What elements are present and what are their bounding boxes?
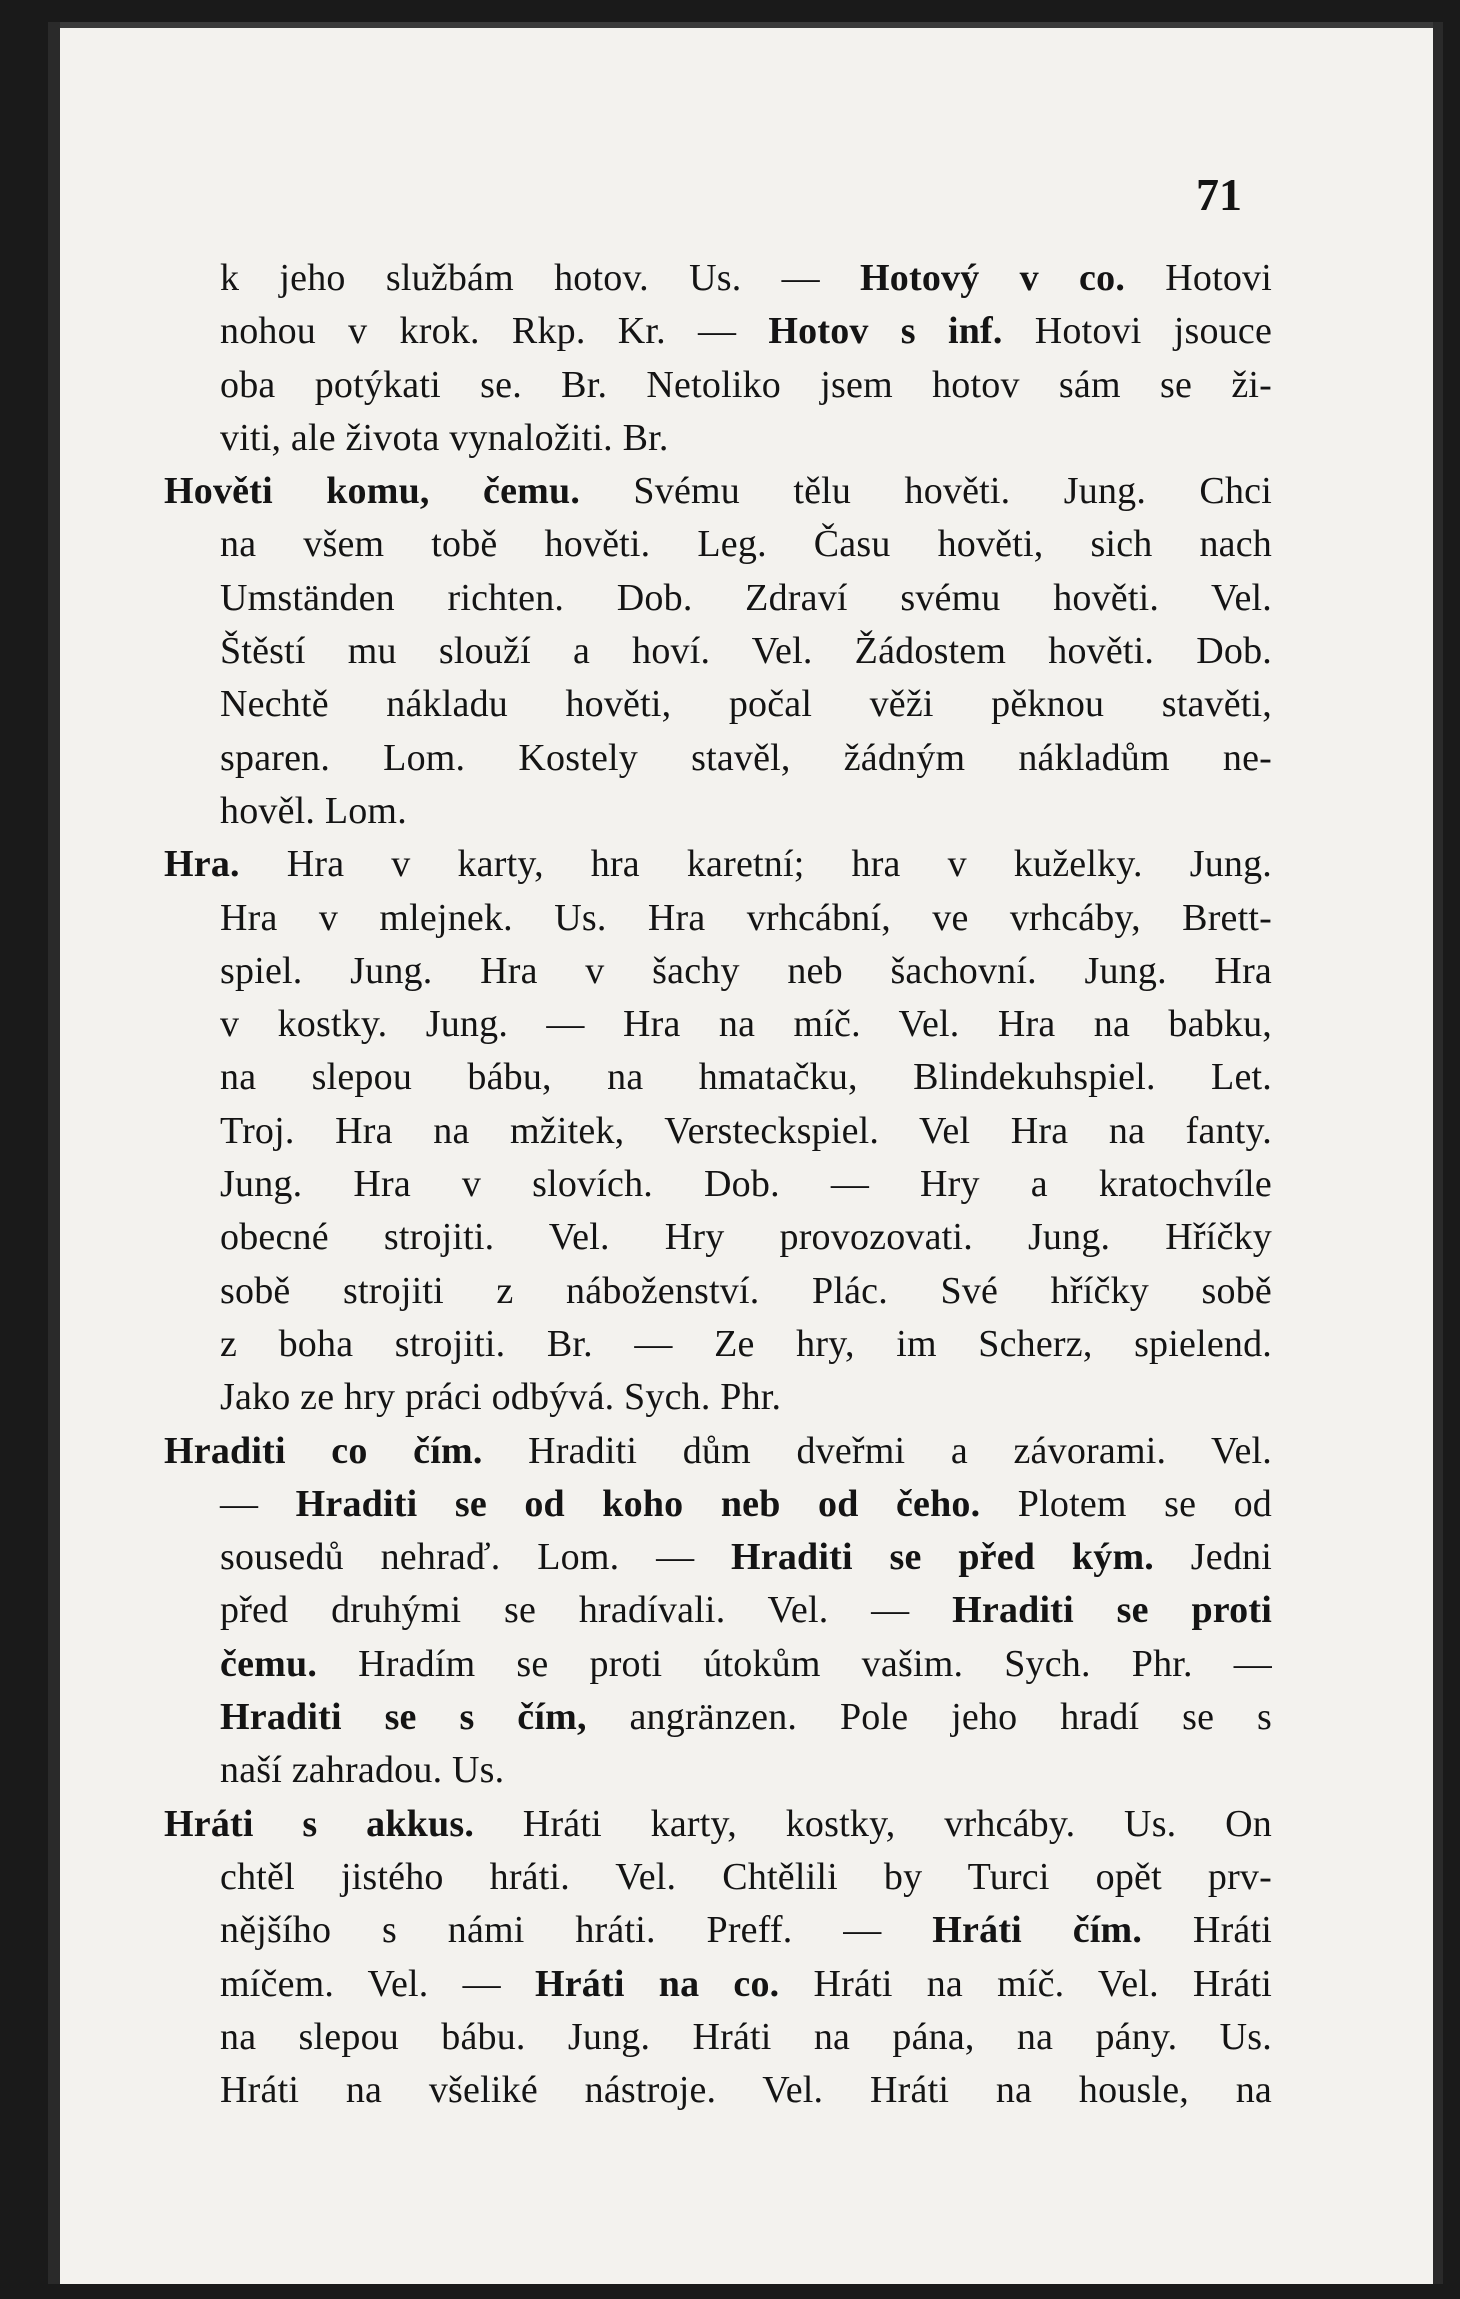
text-line xyxy=(164,1904,1272,1957)
page-edge-left xyxy=(48,22,60,2284)
text-run: Hra v karty, hra karetní; hra v kuželky. Jung. xyxy=(239,843,1272,886)
text-run: k jeho službám hotov. Us. — xyxy=(220,257,861,299)
text-line xyxy=(164,1531,1272,1584)
text-run: naší zahradou. Us. xyxy=(220,1749,505,1792)
headword: Hráti s akkus. xyxy=(164,1802,475,1845)
headword: Hraditi co čím. xyxy=(164,1429,483,1472)
text-line xyxy=(164,625,1272,678)
text-line xyxy=(164,945,1272,998)
headword: Hotov s inf. xyxy=(768,310,1003,353)
headword: Hra. xyxy=(164,843,240,886)
text-line xyxy=(164,1584,1272,1637)
text-line xyxy=(164,1425,1272,1478)
text-line xyxy=(164,1691,1272,1744)
text-run: hověl. Lom. xyxy=(220,789,407,832)
text-line xyxy=(164,1851,1272,1904)
text-line xyxy=(164,1211,1272,1264)
text-run: Hradím se proti útokům vašim. Sych. Phr. — xyxy=(317,1642,1272,1685)
text-line xyxy=(164,1318,1272,1371)
text-line xyxy=(164,785,1272,838)
text-run: Hráti xyxy=(1142,1909,1273,1952)
text-run: Hraditi dům dveřmi a závorami. Vel. xyxy=(482,1429,1273,1472)
headword: Hraditi se s čím, xyxy=(220,1696,587,1739)
text-line xyxy=(164,2011,1272,2064)
text-line xyxy=(164,678,1272,731)
headword: Hraditi se proti xyxy=(952,1589,1272,1632)
text-line xyxy=(164,252,1272,305)
text-run: angränzen. Pole jeho hradí se s xyxy=(586,1696,1272,1739)
text-line xyxy=(164,305,1272,358)
text-run: spiel. Jung. Hra v šachy neb šachovní. Jung. Hra xyxy=(220,949,1272,992)
text-line xyxy=(164,359,1272,412)
text-run: obecné strojiti. Vel. Hry provozovati. Jung. Hříčky xyxy=(220,1216,1272,1259)
text-line xyxy=(164,2064,1272,2117)
headword: Hraditi se před kým. xyxy=(731,1536,1154,1579)
text-run: nějšího s námi hráti. Preff. — xyxy=(220,1909,933,1952)
headword: Hraditi se od koho neb od čeho. xyxy=(295,1482,981,1525)
text-run: na všem tobě hověti. Leg. Času hověti, sich nach xyxy=(220,523,1272,566)
headword: čemu. xyxy=(220,1642,318,1685)
text-run: před druhými se hradívali. Vel. — xyxy=(220,1589,953,1632)
page-edge-top xyxy=(48,22,1443,28)
headword: Hotový v co. xyxy=(860,257,1126,299)
text-line xyxy=(164,572,1272,625)
text-run: z boha strojiti. Br. — Ze hry, im Scherz, spielend. xyxy=(220,1322,1272,1365)
text-line xyxy=(164,1105,1272,1158)
text-line xyxy=(164,412,1272,465)
text-line xyxy=(164,1798,1272,1851)
text-run: Jung. Hra v slovích. Dob. — Hry a kratochvíle xyxy=(220,1163,1272,1206)
text-line xyxy=(164,1744,1272,1797)
text-run: na slepou bábu. Jung. Hráti na pána, na pány. Us. xyxy=(220,2015,1272,2058)
text-line xyxy=(164,732,1272,785)
text-run: Jedni xyxy=(1154,1536,1272,1579)
text-run: Umständen richten. Dob. Zdraví svému hověti. Vel. xyxy=(220,576,1272,619)
text-run: Nechtě nákladu hověti, počal věži pěknou stavěti, xyxy=(220,683,1272,726)
page-edge-right xyxy=(1433,22,1443,2284)
text-line xyxy=(164,465,1272,518)
text-run: sobě strojiti z náboženství. Plác. Své hříčky sobě xyxy=(220,1269,1272,1312)
text-run: — xyxy=(220,1482,296,1525)
text-line xyxy=(164,1638,1272,1691)
text-run: Hráti karty, kostky, vrhcáby. Us. On xyxy=(474,1802,1272,1845)
text-run: sparen. Lom. Kostely stavěl, žádným nákladům ne- xyxy=(220,736,1272,779)
text-run: Plotem se od xyxy=(980,1482,1273,1525)
text-run: míčem. Vel. — xyxy=(220,1962,535,2005)
headword: Hověti komu, čemu. xyxy=(164,470,581,513)
text-line xyxy=(164,838,1272,891)
text-line xyxy=(164,1051,1272,1104)
text-run: Troj. Hra na mžitek, Versteckspiel. Vel Hra na fanty. xyxy=(220,1109,1272,1152)
text-run: Svému tělu hověti. Jung. Chci xyxy=(580,470,1272,513)
text-line xyxy=(164,1958,1272,2011)
text-line xyxy=(164,892,1272,945)
text-line xyxy=(164,1158,1272,1211)
text-run: chtěl jistého hráti. Vel. Chtělili by Turci opět prv- xyxy=(220,1855,1272,1898)
text-run: Hra v mlejnek. Us. Hra vrhcábní, ve vrhcáby, Brett- xyxy=(220,896,1272,939)
text-run: nohou v krok. Rkp. Kr. — xyxy=(220,310,769,353)
text-run: Hráti na míč. Vel. Hráti xyxy=(779,1962,1272,2005)
text-line xyxy=(164,1478,1272,1531)
book-page xyxy=(48,22,1443,2284)
text-run: Hotovi jsouce xyxy=(1002,310,1273,353)
text-run: v kostky. Jung. — Hra na míč. Vel. Hra na babku, xyxy=(220,1003,1272,1046)
text-run: na slepou bábu, na hmatačku, Blindekuhspiel. Let. xyxy=(220,1056,1272,1099)
text-run: oba potýkati se. Br. Netoliko jsem hotov sám se ži- xyxy=(220,363,1272,406)
text-line xyxy=(164,1371,1272,1424)
text-line xyxy=(164,998,1272,1051)
text-run: Hráti na všeliké nástroje. Vel. Hráti na housle, na xyxy=(220,2069,1272,2112)
page-number: 71 xyxy=(1196,169,1242,220)
headword: Hráti čím. xyxy=(932,1909,1143,1952)
headword: Hráti na co. xyxy=(534,1962,780,2005)
text-line xyxy=(164,518,1272,571)
text-run: viti, ale života vynaložiti. Br. xyxy=(220,416,669,459)
text-run: Štěstí mu slouží a hoví. Vel. Žádostem hověti. Dob. xyxy=(220,630,1272,673)
text-run: sousedů nehraď. Lom. — xyxy=(220,1536,732,1579)
dictionary-text-body xyxy=(164,252,1272,2117)
text-line xyxy=(164,1265,1272,1318)
text-run: Jako ze hry práci odbývá. Sych. Phr. xyxy=(220,1376,782,1419)
text-run: Hotovi xyxy=(1125,257,1272,299)
